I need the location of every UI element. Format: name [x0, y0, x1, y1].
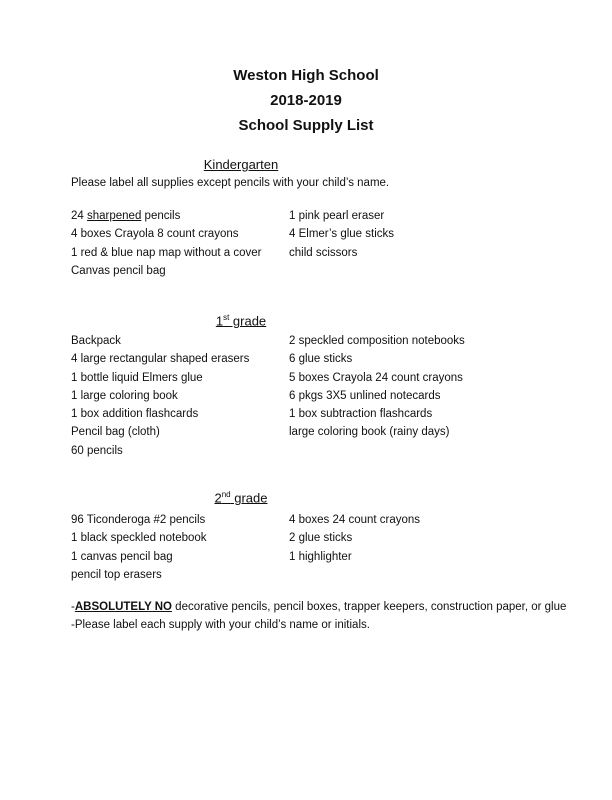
list-item: 1 highlighter — [289, 550, 352, 563]
list-item: 6 glue sticks — [289, 353, 353, 366]
kindergarten-left-list — [71, 207, 262, 280]
list-item: Pencil bag (cloth) — [71, 426, 160, 439]
list-item: 96 Ticonderoga #2 pencils — [71, 514, 206, 526]
list-item: large coloring book (rainy days) — [289, 426, 450, 439]
list-item: 6 pkgs 3X5 unlined notecards — [289, 389, 441, 402]
kindergarten-note: Please label all supplies except pencils with your child’s name. — [71, 177, 390, 189]
list-item: 1 black speckled notebook — [71, 532, 207, 545]
list-item: 1 large coloring book — [71, 389, 178, 402]
list-item: 4 boxes Crayola 8 count crayons — [71, 228, 239, 241]
list-item: 1 bottle liquid Elmers glue — [71, 371, 203, 384]
list-item: 1 box addition flashcards — [71, 408, 199, 421]
list-item: 4 Elmer’s glue sticks — [289, 228, 395, 241]
list-item: 24 sharpened pencils — [71, 210, 181, 222]
second-grade-heading: 2nd grade — [214, 490, 268, 506]
list-item: child scissors — [289, 246, 358, 259]
first-grade-heading: 1st grade — [215, 313, 267, 329]
list-item: 1 box subtraction flashcards — [289, 408, 433, 421]
second-grade-left-list — [71, 511, 207, 584]
school-name: Weston High School — [233, 67, 379, 84]
list-item: pencil top erasers — [71, 568, 162, 581]
first-grade-right-list — [289, 332, 465, 442]
list-item: Backpack — [71, 335, 121, 347]
absolutely-no-emphasis: ABSOLUTELY NO — [74, 601, 172, 613]
list-item: 2 speckled composition notebooks — [289, 335, 465, 347]
footer-line-label-supplies: -Please label each supply with your child’s name or initials. — [71, 619, 370, 631]
kindergarten-right-list — [289, 207, 394, 262]
footer-notes — [71, 598, 566, 634]
list-item: 1 red & blue nap map without a cover — [71, 246, 262, 259]
list-item: 4 boxes 24 count crayons — [289, 514, 421, 526]
list-item: 5 boxes Crayola 24 count crayons — [289, 371, 463, 384]
list-item: 60 pencils — [71, 444, 123, 457]
sharpened-emphasis: sharpened — [87, 210, 142, 222]
second-grade-right-list — [289, 511, 420, 566]
first-grade-left-list — [71, 332, 249, 460]
list-item: 1 pink pearl eraser — [289, 210, 385, 222]
kindergarten-heading: Kindergarten — [203, 157, 279, 172]
list-item: Canvas pencil bag — [71, 264, 166, 277]
list-item: 1 canvas pencil bag — [71, 550, 173, 563]
list-item: 4 large rectangular shaped erasers — [71, 353, 250, 366]
list-item: 2 glue sticks — [289, 532, 353, 545]
footer-line-no-decorative: -ABSOLUTELY NO decorative pencils, pencil boxes, trapper keepers, construction paper, or glue — [71, 601, 567, 613]
school-year: 2018-2019 — [270, 92, 342, 109]
document-title: School Supply List — [238, 117, 374, 134]
